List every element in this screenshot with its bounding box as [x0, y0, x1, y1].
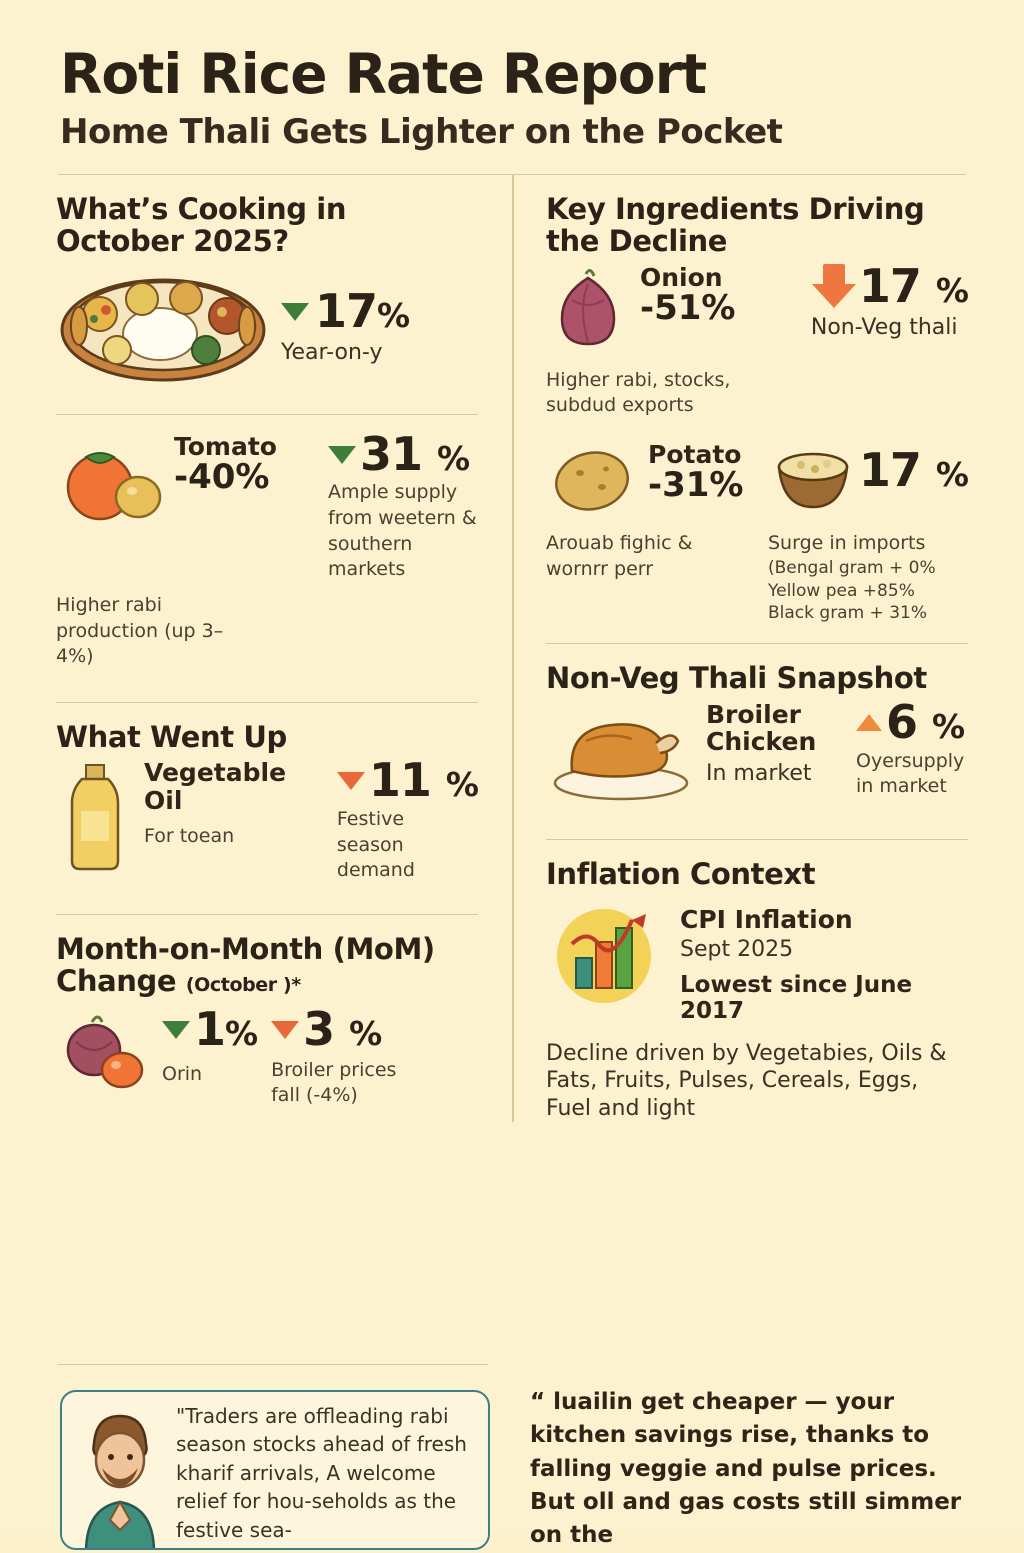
quote-card — [60, 1390, 490, 1550]
down-arrow-icon — [337, 772, 365, 790]
pulses-detail-1: (Bengal gram + 0% — [768, 557, 936, 578]
ingredients-divider — [546, 643, 968, 644]
quote-text: "Traders are offleading rabi season stocks ahead of fresh kharif arrivals, A welcome relief for hou-seholds as the festive sea- — [176, 1404, 467, 1542]
tomato-label: Tomato — [174, 431, 277, 461]
section-heading-nonveg: Non-Veg Thali Snapshot — [546, 661, 927, 696]
cpi-date: Sept 2025 — [680, 936, 794, 962]
thali-value: 17% — [315, 283, 410, 338]
wentup-divider — [56, 914, 478, 915]
potato-icon — [546, 441, 638, 523]
mom-broiler-caption: Broiler prices fall (-4%) — [271, 1058, 397, 1107]
cooking-divider — [56, 414, 478, 415]
section-heading-wentup: What Went Up — [56, 719, 287, 754]
tomato-note: Higher rabi production (up 3–4%) — [56, 593, 224, 668]
section-heading-cooking: What’s Cooking in October 2025? — [56, 191, 347, 259]
tomato-value: 31 % — [360, 426, 470, 481]
thali-caption: Year-on-y — [281, 340, 383, 366]
inflation-body: Decline driven by Vegetabies, Oils & Fats, Fruits, Pulses, Cereals, Eggs, Fuel and light — [546, 1040, 947, 1121]
bar-chart-circle-icon — [546, 896, 670, 1016]
nonveg-divider — [546, 839, 968, 840]
mom-broiler-value: 3 % — [303, 1001, 382, 1056]
roast-chicken-icon — [546, 701, 696, 811]
tomato-caption: Ample supply from weetern & southern markets — [328, 481, 477, 581]
onion-label: Onion — [640, 262, 723, 292]
onion-icon — [546, 264, 630, 360]
mom-heading-text: Month-on-Month (MoM) Change — [56, 931, 435, 999]
oil-label: Vegetable Oil — [144, 758, 287, 815]
left-column — [56, 175, 512, 1123]
page-title: Roti Rice Rate Report — [60, 42, 707, 106]
right-column — [512, 175, 968, 1123]
veg-thali-icon — [56, 264, 271, 388]
oil-caption: Festive season demand — [336, 808, 415, 882]
pulses-detail-3: Black gram + 31% — [768, 603, 927, 624]
down-arrow-icon — [328, 446, 356, 464]
section-heading-mom — [56, 933, 478, 998]
chicken-note: In market — [706, 760, 812, 786]
mom-heading-small: (October )* — [185, 974, 301, 997]
section-heading-ingredients: Key Ingredients Driving the Decline — [546, 191, 925, 259]
nonveg-value: 17 % — [858, 258, 968, 313]
closing-text: “ luailin get cheaper — your kitchen savings rise, thanks to falling veggie and pulse prices. But oll and gas costs still simmer on the — [530, 1389, 962, 1549]
down-arrow-icon — [281, 303, 309, 321]
chicken-label: Broiler Chicken — [706, 699, 817, 757]
pulses-bowl-icon — [771, 441, 855, 517]
onion-tomato-icon — [56, 1008, 152, 1098]
oil-value: 11 % — [368, 753, 478, 808]
cpi-label: CPI Inflation — [680, 905, 853, 935]
footer-divider — [58, 1364, 488, 1365]
tomato-icon — [56, 433, 164, 529]
analyst-avatar — [72, 1402, 168, 1548]
down-arrow-icon — [271, 1021, 299, 1039]
onion-change: -51% — [640, 288, 736, 329]
potato-label: Potato — [648, 439, 742, 469]
oil-note: For toean — [144, 825, 235, 848]
nonveg-caption: Non-Veg thali — [810, 314, 958, 340]
pulses-detail-2: Yellow pea +85% — [768, 580, 915, 601]
content-grid — [56, 175, 968, 1123]
chicken-caption: Oyersupply in market — [856, 749, 965, 798]
tomato-change: -40% — [174, 457, 270, 498]
tomato-divider — [56, 702, 478, 703]
down-arrow-icon — [162, 1021, 190, 1039]
potato-change: -31% — [648, 465, 744, 506]
mom-onion-caption: Orin — [162, 1062, 203, 1085]
pulses-value: 17 % — [858, 442, 968, 497]
chicken-value: 6 % — [886, 694, 965, 749]
up-arrow-icon — [856, 714, 882, 731]
page-subtitle: Home Thali Gets Lighter on the Pocket — [60, 111, 783, 152]
mom-onion-value: 1% — [194, 1001, 258, 1056]
cpi-note: Lowest since June 2017 — [680, 972, 913, 1024]
column-divider — [512, 175, 514, 1123]
section-heading-inflation: Inflation Context — [546, 856, 816, 891]
potato-note: Arouab fighic & wornrr perr — [546, 531, 693, 580]
onion-note: Higher rabi, stocks, subdud exports — [546, 368, 731, 417]
fat-down-arrow-icon — [811, 264, 857, 310]
oil-bottle-icon — [56, 759, 134, 883]
pulses-caption: Surge in imports — [768, 531, 926, 554]
